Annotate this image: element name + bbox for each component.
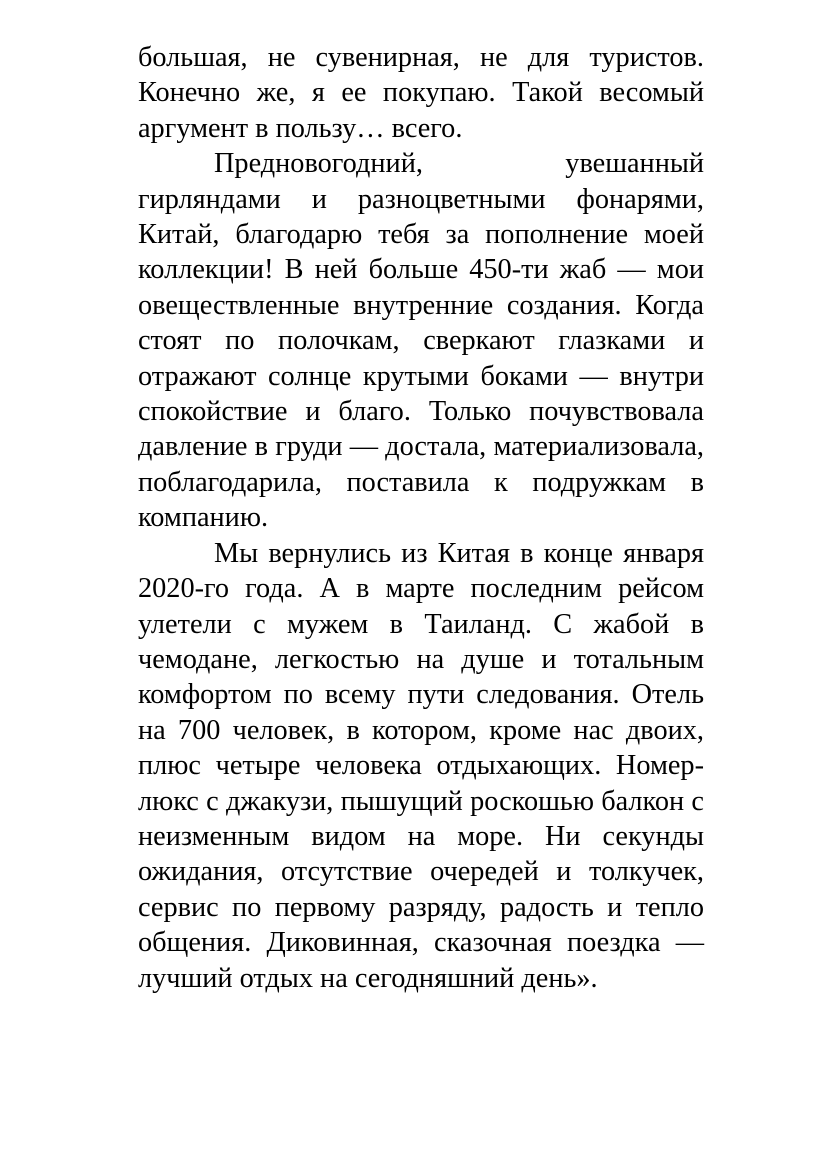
paragraph-continuation: большая, не сувенирная, не для туристов. Конечно же, я ее покупаю. Такой весомый аргумент в пользу… всего. — [138, 42, 704, 144]
paragraph-thailand-trip: Мы вернулись из Китая в конце января 2020-го года. А в марте последним рейсом улетели с мужем в Таиланд. С жабой в чемодане, легкостью на душе и тотальным комфортом по всему пути следования. Отель на 700 человек, в котором, кроме нас двоих, плюс четыре человека отдыхающих. Номер-люкс с джакузи, пышущий роскошью балкон с неизменным видом на море. Ни секунды ожидания, отсутствие очередей и толкучек, сервис по первому разряду, радость и тепло общения. Диковинная, сказочная поездка — лучший отдых на сегодняшний день». — [138, 537, 704, 994]
document-page — [138, 40, 704, 996]
paragraph-china-collection: Предновогодний, увешанный гирляндами и разноцветными фонарями, Китай, благодарю тебя за пополнение моей коллекции! В ней больше 450-ти жаб — мои овеществленные внутренние создания. Когда стоят по полочкам, сверкают глазками и отражают солнце крутыми боками — внутри спокойствие и благо. Только почувствовала давление в груди — достала, материализовала, поблагодарила, поставила к подружкам в компанию. — [138, 148, 704, 534]
